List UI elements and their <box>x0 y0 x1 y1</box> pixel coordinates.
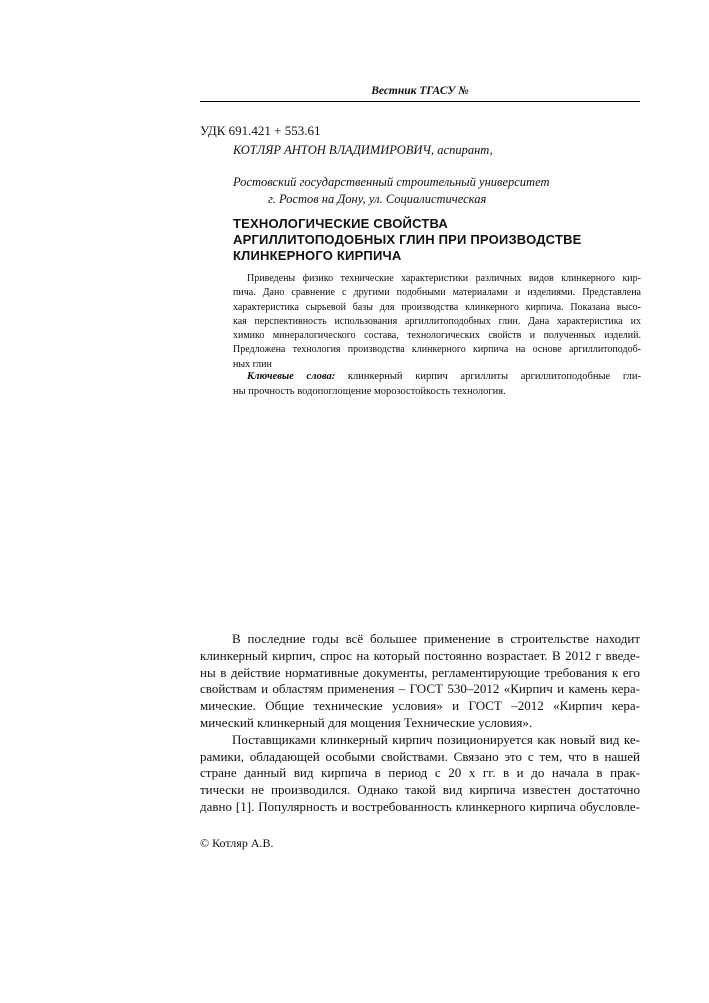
abstract-line: Предложена технология производства клинкерного кирпича на основе аргиллитоподоб- <box>233 344 641 356</box>
body-line: тически не производился. Однако такой вид кирпича известен достаточно <box>200 782 640 798</box>
title-line-2: АРГИЛЛИТОПОДОБНЫХ ГЛИН ПРИ ПРОИЗВОДСТВЕ <box>233 232 582 247</box>
abstract <box>233 272 641 372</box>
abstract-line: характеристика сырьевой базы для производства клинкерного кирпича. Показана высо- <box>233 301 641 313</box>
abstract-line: химико минералогического состава, технологических свойств и полученных изделий. <box>233 330 641 342</box>
abstract-line: пича. Дано сравнение с другими подобными материалами и изделиями. Представлена <box>233 287 641 299</box>
body-line: давно [1]. Популярность и востребованность клинкерного кирпича обусловле- <box>200 798 640 814</box>
body-line: ны в действие нормативные документы, регламентирующие требования к его <box>200 664 640 680</box>
body-line: рамики, обладающей особыми свойствами. Связано это с тем, что в нашей <box>200 748 640 764</box>
journal-header: Вестник ТГАСУ № <box>371 85 469 97</box>
abstract-line: кая перспективность использования аргиллитоподобных глин. Дана характеристика их <box>233 315 641 327</box>
body-line: клинкерный кирпич, спрос на который постоянно возрастает. В 2012 г введе- <box>200 647 640 663</box>
keywords <box>233 369 641 399</box>
copyright-note: © Котляр А.В. <box>200 836 274 850</box>
keywords-text-1: клинкерный кирпич аргиллиты аргиллитоподобные гли- <box>335 371 641 382</box>
keywords-text-2: ны прочность водопоглощение морозостойкость технология. <box>233 386 506 397</box>
keywords-label: Ключевые слова: <box>247 371 336 382</box>
author-line: КОТЛЯР АНТОН ВЛАДИМИРОВИЧ, аспирант, <box>233 143 493 157</box>
title-line-1: ТЕХНОЛОГИЧЕСКИЕ СВОЙСТВА <box>233 216 449 231</box>
body-text <box>200 631 640 816</box>
body-line: Поставщиками клинкерный кирпич позиционируется как новый вид ке- <box>232 731 640 747</box>
body-line: мический клинкерный для мощения Технические условия». <box>200 714 533 730</box>
abstract-line: Приведены физико технические характеристики различных видов клинкерного кир- <box>247 273 641 284</box>
abstract-line: ных глин <box>233 358 272 370</box>
title-line-3: КЛИНКЕРНОГО КИРПИЧА <box>233 248 402 263</box>
body-line: стране данный вид кирпича в период с 20 х гг. в и до начала в прак- <box>200 765 640 781</box>
affiliation-address: г. Ростов на Дону, ул. Социалистическая <box>268 192 487 206</box>
body-line: мические. Общие технические условия» и ГОСТ –2012 «Кирпич кера- <box>200 698 640 714</box>
paper-title <box>233 216 643 264</box>
udk-code: УДК 691.421 + 553.61 <box>200 123 321 138</box>
body-line: свойствам и областям применения – ГОСТ 530–2012 «Кирпич и камень керa- <box>200 681 640 697</box>
affiliation-university: Ростовский государственный строительный университет <box>233 175 550 189</box>
keywords-line-1 <box>233 369 641 384</box>
header-rule <box>200 101 640 102</box>
affiliation <box>233 174 550 208</box>
body-line: В последние годы всё большее применение в строительстве находит <box>232 631 640 646</box>
